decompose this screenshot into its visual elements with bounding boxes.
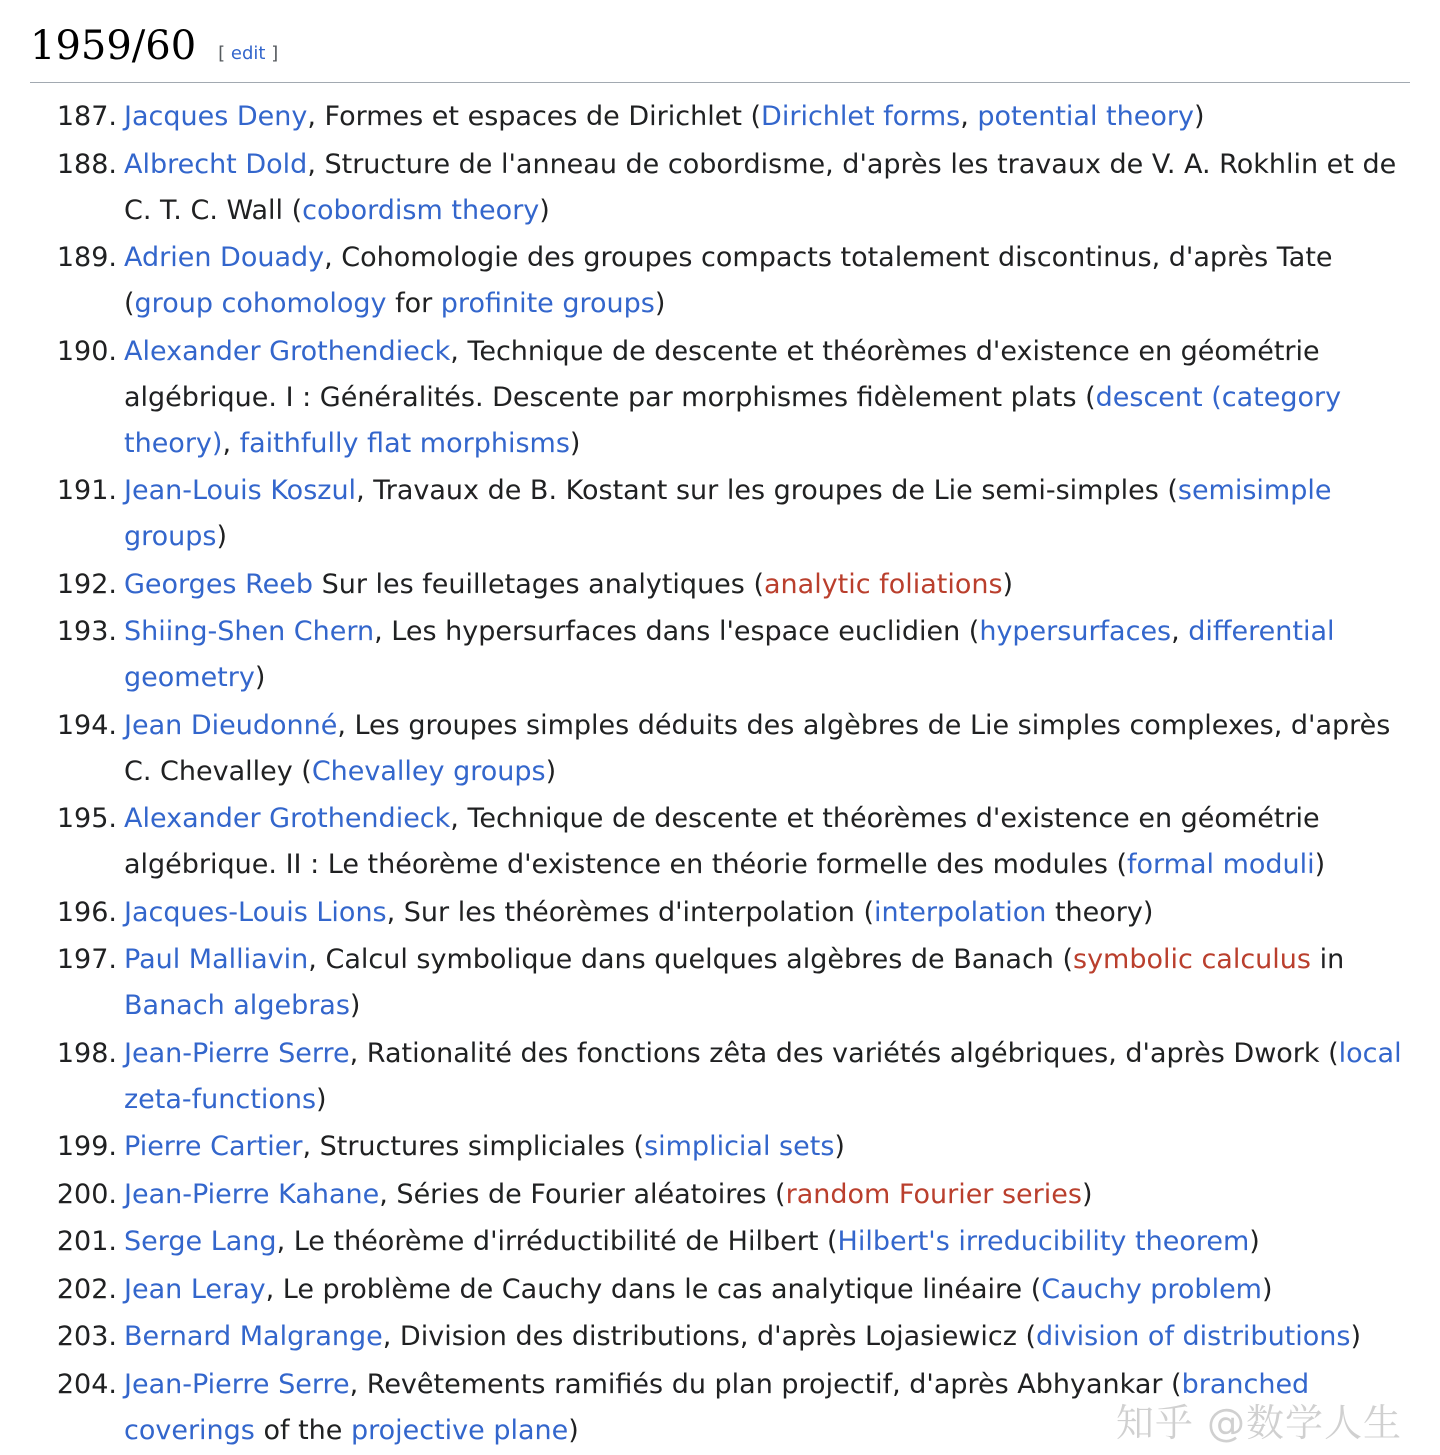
item-number: 188. [56, 148, 117, 180]
item-text: , Les groupes simples déduits des algèbres de Lie simples complexes, d'après C. Chevalley ( [124, 709, 1391, 787]
wiki-link[interactable]: local zeta-functions [124, 1037, 1402, 1115]
list-item [0, 609, 1410, 701]
wiki-link[interactable]: Banach algebras [124, 990, 350, 1021]
item-number: 194. [56, 709, 117, 741]
item-text: ) [1350, 1321, 1362, 1352]
redlink[interactable]: symbolic calculus [1073, 944, 1311, 975]
wiki-link[interactable]: Albrecht Dold [124, 148, 308, 180]
item-text: , Division des distributions, d'après Lojasiewicz ( [382, 1321, 1037, 1352]
wiki-link[interactable]: Shiing-Shen Chern [124, 616, 375, 647]
item-text: , [1171, 616, 1189, 647]
wiki-link[interactable]: Chevalley groups [311, 755, 546, 787]
item-text: in [1310, 944, 1345, 975]
list-item [0, 94, 1410, 140]
watermark: 知乎 @数学人生 [1115, 1401, 1402, 1445]
wiki-link[interactable]: Alexander Grothendieck [124, 803, 451, 834]
item-text: ) [316, 1083, 327, 1115]
wiki-link[interactable]: Dirichlet forms [761, 101, 961, 132]
wiki-link[interactable]: profinite groups [440, 288, 655, 319]
list-item [0, 142, 1410, 234]
list-item [0, 1219, 1410, 1265]
item-text: , Structures simpliciales ( [302, 1131, 645, 1162]
edit-section: [ edit ] [218, 43, 279, 64]
wiki-link[interactable]: formal moduli [1127, 849, 1315, 880]
item-number: 204. [56, 1368, 117, 1400]
item-text: , Cohomologie des groupes compacts totalement discontinus, d'après Tate ( [124, 242, 1333, 319]
list-item [0, 329, 1410, 467]
list-item [0, 703, 1410, 795]
wiki-link[interactable]: Serge Lang [124, 1226, 277, 1257]
wiki-link[interactable]: differential geometry [124, 616, 1335, 693]
wiki-link[interactable]: Bernard Malgrange [124, 1321, 383, 1352]
wiki-link[interactable]: branched coverings [124, 1368, 1310, 1446]
item-text: ) [254, 662, 266, 693]
list-item [0, 1172, 1410, 1218]
wiki-link[interactable]: projective plane [350, 1414, 569, 1446]
item-text: ) [834, 1131, 845, 1162]
item-text: theory) [1046, 896, 1154, 928]
item-text: , Le problème de Cauchy dans le cas analytique linéaire ( [265, 1273, 1042, 1305]
item-text: , Structure de l'anneau de cobordisme, d'après les travaux de V. A. Rokhlin et de C. T. C. Wall ( [124, 148, 1397, 226]
item-text: ) [539, 194, 550, 226]
item-text: ) [1314, 849, 1326, 880]
item-text: , Sur les théorèmes d'interpolation ( [386, 896, 875, 928]
wiki-link[interactable]: simplicial sets [644, 1131, 835, 1162]
wiki-link[interactable]: group cohomology [134, 288, 387, 319]
heading-divider [30, 82, 1410, 83]
wiki-link[interactable]: Georges Reeb [124, 568, 313, 600]
wiki-link[interactable]: Jean-Louis Koszul [124, 475, 357, 506]
section-heading [30, 18, 1410, 74]
item-text: , Travaux de B. Kostant sur les groupes de Lie semi-simples ( [356, 475, 1178, 506]
item-number: 202. [56, 1273, 117, 1305]
wiki-link[interactable]: Jean-Pierre Serre [124, 1037, 350, 1069]
item-text: , Rationalité des fonctions zêta des variétés algébriques, d'après Dwork ( [349, 1037, 1339, 1069]
item-text: ) [1081, 1178, 1093, 1210]
item-text: Sur les feuilletages analytiques ( [313, 568, 764, 600]
wiki-link[interactable]: Jean Dieudonné [124, 709, 338, 741]
section-title: 1959/60 [30, 23, 197, 69]
wiki-link[interactable]: Jean Leray [124, 1273, 266, 1305]
wiki-link[interactable]: faithfully flat morphisms [239, 427, 570, 459]
item-number: 197. [56, 944, 117, 975]
list-item [0, 937, 1410, 1029]
item-text: ) [568, 1414, 579, 1446]
item-text: ) [216, 521, 228, 552]
list-item [0, 235, 1410, 327]
edit-link[interactable]: edit [230, 43, 266, 64]
item-text: , Les hypersurfaces dans l'espace euclidien ( [374, 616, 980, 647]
wiki-link[interactable]: Cauchy problem [1041, 1273, 1262, 1305]
wiki-link[interactable]: potential theory [977, 101, 1194, 132]
list-item [0, 796, 1410, 888]
item-text: , [222, 427, 240, 459]
wiki-link[interactable]: hypersurfaces [979, 616, 1172, 647]
wiki-link[interactable]: Jacques Deny [124, 101, 308, 132]
list-item [0, 1031, 1410, 1123]
item-number: 196. [56, 896, 117, 928]
item-text: of the [254, 1414, 351, 1446]
item-text: , Formes et espaces de Dirichlet ( [307, 101, 762, 132]
list-item [0, 1124, 1410, 1170]
item-number: 201. [56, 1226, 117, 1257]
redlink[interactable]: random Fourier series [785, 1178, 1082, 1210]
item-text: , Technique de descente et théorèmes d'existence en géométrie algébrique. I : Généralités. Descente par morphismes fidèlement plats ( [124, 335, 1320, 413]
item-text: ) [349, 990, 361, 1021]
item-text: ) [569, 427, 581, 459]
item-text: for [386, 288, 441, 319]
item-number: 195. [56, 803, 117, 834]
wiki-link[interactable]: Alexander Grothendieck [124, 335, 451, 367]
item-text: ) [1261, 1273, 1273, 1305]
list-item [0, 890, 1410, 936]
item-number: 199. [56, 1131, 117, 1162]
item-number: 192. [56, 568, 117, 600]
item-text: ) [545, 755, 557, 787]
wiki-link[interactable]: Jacques-Louis Lions [124, 896, 387, 928]
item-number: 193. [56, 616, 117, 647]
item-text: , Technique de descente et théorèmes d'existence en géométrie algébrique. II : Le théorème d'existence en théorie formelle des modules ( [124, 803, 1320, 880]
wiki-link[interactable]: Jean-Pierre Kahane [124, 1178, 380, 1210]
list-item [0, 1362, 1410, 1454]
item-number: 187. [56, 101, 117, 132]
list-item [0, 1314, 1410, 1360]
item-text: ) [1002, 568, 1014, 600]
item-text: , Calcul symbolique dans quelques algèbres de Banach ( [308, 944, 1074, 975]
wiki-link[interactable]: division of distributions [1036, 1321, 1351, 1352]
item-number: 200. [56, 1178, 117, 1210]
wiki-link[interactable]: Adrien Douady [124, 242, 325, 273]
item-number: 191. [56, 475, 117, 506]
item-number: 198. [56, 1037, 117, 1069]
item-number: 203. [56, 1321, 117, 1352]
list-item [0, 562, 1410, 608]
wiki-link[interactable]: Paul Malliavin [124, 944, 309, 975]
item-text: , Le théorème d'irréductibilité de Hilbert ( [276, 1226, 838, 1257]
item-text: ) [654, 288, 666, 319]
wiki-link[interactable]: interpolation [874, 896, 1047, 928]
redlink[interactable]: analytic foliations [763, 568, 1003, 600]
item-text: ) [1193, 101, 1205, 132]
wiki-link[interactable]: Pierre Cartier [124, 1131, 303, 1162]
item-number: 190. [56, 335, 117, 367]
list-item [0, 1267, 1410, 1313]
wiki-link[interactable]: cobordism theory [302, 194, 540, 226]
item-text: , Revêtements ramifiés du plan projectif, d'après Abhyankar ( [349, 1368, 1182, 1400]
seminar-list [0, 94, 1410, 1455]
wiki-link[interactable]: semisimple groups [124, 475, 1332, 552]
item-number: 189. [56, 242, 117, 273]
wiki-link[interactable]: Hilbert's irreducibility theorem [837, 1226, 1250, 1257]
wiki-link[interactable]: descent (category theory) [124, 381, 1342, 459]
item-text: , [960, 101, 978, 132]
item-text: , Séries de Fourier aléatoires ( [379, 1178, 786, 1210]
item-text: ) [1249, 1226, 1260, 1257]
wiki-link[interactable]: Jean-Pierre Serre [124, 1368, 350, 1400]
list-item [0, 468, 1410, 560]
